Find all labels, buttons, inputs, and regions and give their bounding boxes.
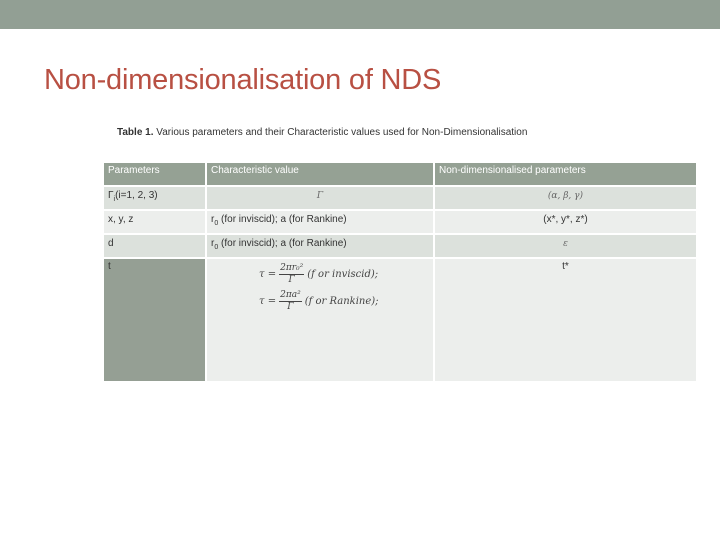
table-row	[103, 210, 697, 234]
char-r: r	[211, 214, 215, 225]
table-caption	[117, 127, 527, 138]
fraction-denominator: Γ	[287, 302, 294, 312]
formula-rankine	[259, 290, 429, 313]
char-note: (for inviscid); a (for Rankine)	[221, 238, 347, 249]
characteristic-cell	[206, 258, 434, 382]
caption-label: Table 1.	[117, 127, 154, 138]
characteristic-cell	[206, 210, 434, 234]
param-symbol: Γ	[108, 190, 114, 201]
formula-note: (f or Rankine);	[304, 295, 379, 307]
header-parameters: Parameters	[103, 162, 206, 186]
table-row	[103, 258, 697, 382]
char-r-subscript: 0	[214, 220, 219, 227]
table-row	[103, 186, 697, 210]
param-cell	[103, 186, 206, 210]
nondim-cell	[434, 234, 697, 258]
nondim-symbol: (α, β, γ)	[547, 191, 584, 201]
nondim-cell: t*	[434, 258, 697, 382]
nondim-cell: (x*, y*, z*)	[434, 210, 697, 234]
header-characteristic-value: Characteristic value	[206, 162, 434, 186]
top-banner	[0, 0, 720, 29]
formula-fraction	[279, 290, 302, 313]
param-cell: x, y, z	[103, 210, 206, 234]
char-r-subscript: 0	[214, 244, 219, 251]
table-row	[103, 234, 697, 258]
param-subscript: i	[113, 196, 116, 203]
table-header-row	[103, 162, 697, 186]
fraction-denominator: Γ	[288, 275, 295, 285]
parameters-table	[102, 161, 698, 383]
char-r: r	[211, 238, 215, 249]
formula-lhs: τ =	[259, 268, 277, 280]
char-note: (for inviscid); a (for Rankine)	[221, 214, 347, 225]
nondim-symbol: ε	[563, 239, 568, 249]
param-note: (i=1, 2, 3)	[115, 190, 158, 201]
slide-title: Non-dimensionalisation of NDS	[44, 64, 442, 96]
characteristic-symbol: Γ	[316, 191, 324, 201]
param-cell: d	[103, 234, 206, 258]
characteristic-cell	[206, 186, 434, 210]
nondim-cell	[434, 186, 697, 210]
param-cell: t	[103, 258, 206, 382]
formula-note: (f or inviscid);	[307, 268, 379, 280]
fraction-numerator: 2πr₀²	[280, 263, 304, 273]
header-nondimensionalised: Non-dimensionalised parameters	[434, 162, 697, 186]
fraction-numerator: 2πa²	[280, 290, 301, 300]
characteristic-cell	[206, 234, 434, 258]
formula-inviscid	[259, 263, 429, 286]
time-scale-formulas	[259, 263, 429, 313]
formula-lhs: τ =	[259, 295, 277, 307]
caption-text: Various parameters and their Characteristic values used for Non-Dimensionalisation	[156, 127, 528, 138]
formula-fraction	[279, 263, 304, 286]
